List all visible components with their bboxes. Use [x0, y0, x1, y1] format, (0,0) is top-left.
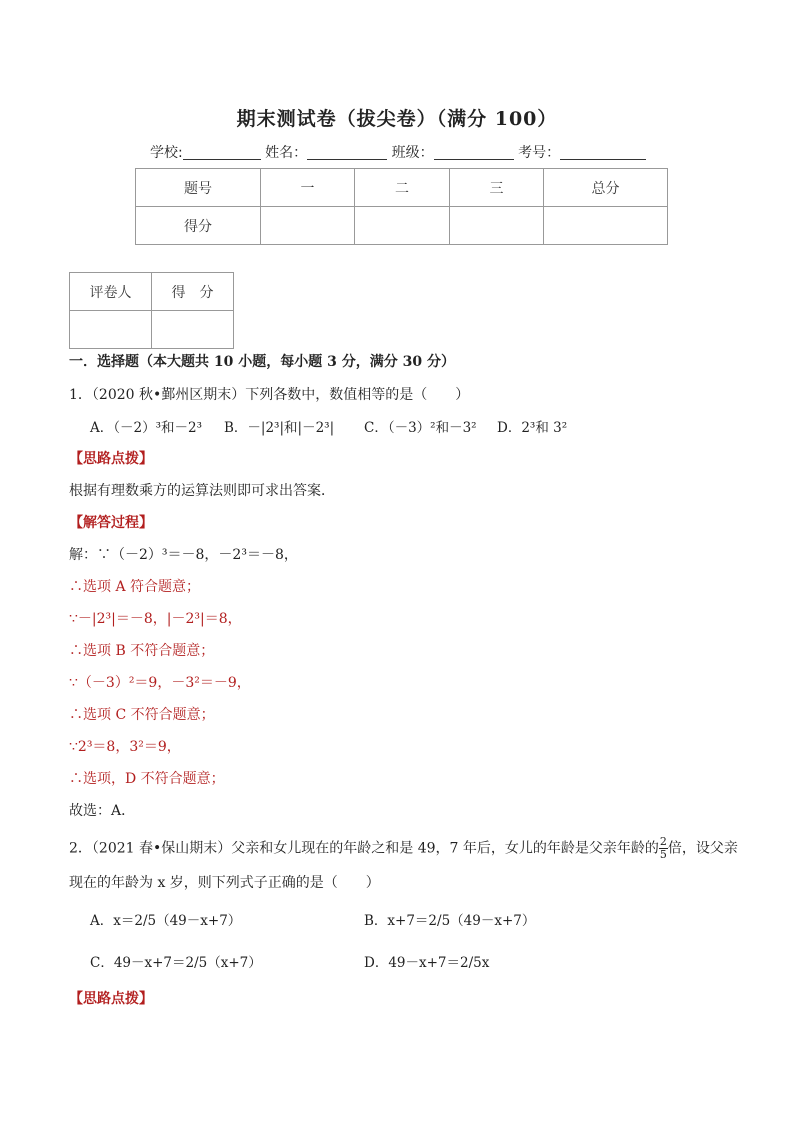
- header-cell: 总分: [544, 169, 668, 207]
- row-label: 得分: [136, 207, 261, 245]
- score-cell[interactable]: [355, 207, 450, 245]
- q1-solution-line: ∴选项 B 不符合题意；: [69, 643, 215, 659]
- score-cell[interactable]: [261, 207, 355, 245]
- header-cell: 三: [450, 169, 544, 207]
- page-title: 期末测试卷（拔尖卷）（满分 100）: [236, 108, 558, 130]
- score-table: [135, 168, 668, 245]
- name-blank: [307, 145, 387, 160]
- score-label: 得 分: [152, 273, 234, 311]
- header-cell: 二: [355, 169, 450, 207]
- fraction-denominator: 5: [659, 848, 667, 861]
- score-cell[interactable]: [450, 207, 544, 245]
- q2-option-c: C．49－x+7＝2/5（x+7）: [90, 955, 262, 971]
- q1-option-d: D．2³和 3²: [497, 420, 568, 436]
- q1-option-c: C．（－3）²和－3²: [364, 420, 477, 436]
- q1-solution-line: 故选：A．: [69, 803, 136, 819]
- q2-stem-part-a: 2．（2021 春•保山期末）父亲和女儿现在的年龄之和是 49，7 年后，女儿的年龄是父亲年龄的: [69, 840, 659, 857]
- grader-table: [69, 272, 234, 349]
- q1-solution-line: ∵2³＝8，3²＝9，: [69, 739, 181, 755]
- section-heading: 一．选择题（本大题共 10 小题，每小题 3 分，满分 30 分）: [69, 354, 455, 370]
- exam-no-blank: [560, 145, 646, 160]
- name-label: 姓名：: [265, 145, 308, 161]
- q1-solution-line: ∴选项，D 不符合题意；: [69, 771, 225, 787]
- q2-stem-part-c: 现在的年龄为 x 岁，则下列式子正确的是（ ）: [69, 875, 380, 891]
- fraction-two-fifths: [659, 836, 668, 861]
- class-label: 班级：: [391, 145, 434, 161]
- q1-hint-text: 根据有理数乘方的运算法则即可求出答案．: [69, 483, 335, 499]
- q1-solution-line: ∴选项 C 不符合题意；: [69, 707, 215, 723]
- q2-option-d: D．49－x+7＝2/5x: [364, 955, 490, 971]
- q2-hint-tag: 【思路点拨】: [69, 991, 153, 1007]
- question-2-stem: [69, 836, 738, 861]
- score-cell[interactable]: [544, 207, 668, 245]
- q1-solve-tag: 【解答过程】: [69, 515, 153, 531]
- class-blank: [434, 145, 514, 160]
- q1-solution-line: ∵（－3）²＝9，－3²＝－9，: [69, 675, 251, 691]
- school-label: 学校:: [150, 145, 183, 161]
- school-blank: [183, 145, 261, 160]
- q1-option-a: A．（－2）³和－2³: [90, 420, 203, 436]
- question-1-stem: 1．（2020 秋•鄞州区期末）下列各数中，数值相等的是（ ）: [69, 387, 470, 403]
- q1-solution-line: ∴选项 A 符合题意；: [69, 579, 201, 595]
- header-cell: 题号: [136, 169, 261, 207]
- fraction-numerator: 2: [659, 835, 667, 848]
- q1-option-b: B．－|2³|和|－2³|: [224, 420, 335, 436]
- grader-label: 评卷人: [70, 273, 152, 311]
- q1-solution-line: ∵－|2³|＝－8，|－2³|＝8，: [69, 611, 242, 627]
- q2-option-a: A．x＝2/5（49－x+7）: [90, 913, 242, 929]
- q1-hint-tag: 【思路点拨】: [69, 451, 153, 467]
- grader-cell[interactable]: [70, 311, 152, 349]
- header-cell: 一: [261, 169, 355, 207]
- q1-solution-line: 解：∵（－2）³＝－8，－2³＝－8，: [69, 547, 298, 563]
- q2-option-b: B．x+7＝2/5（49－x+7）: [364, 913, 536, 929]
- score-table-score-row: [136, 207, 668, 245]
- q2-stem-part-b: 倍，设父亲: [667, 840, 738, 857]
- grader-score-cell[interactable]: [152, 311, 234, 349]
- student-info-line: [150, 142, 646, 162]
- score-table-header-row: [136, 169, 668, 207]
- exam-no-label: 考号：: [518, 145, 561, 161]
